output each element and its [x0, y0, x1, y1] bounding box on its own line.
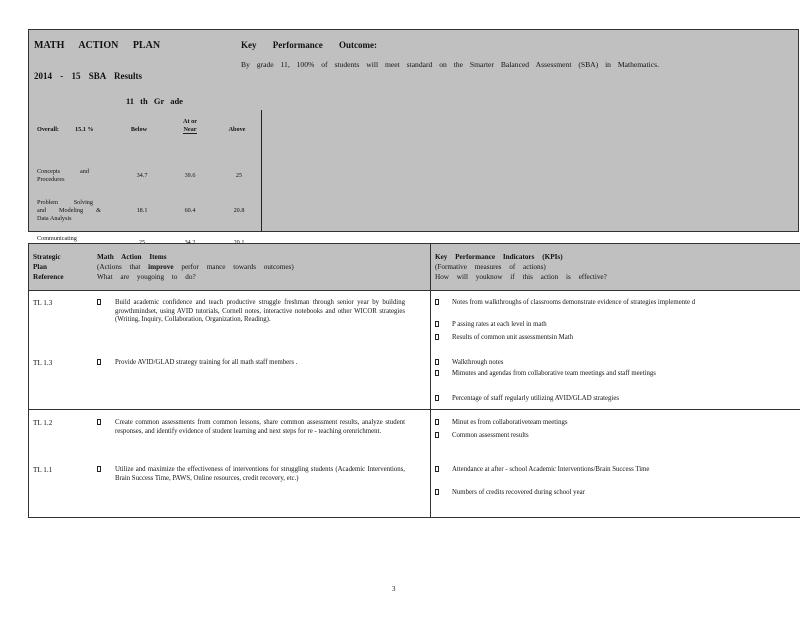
overall-label: Overall: [37, 126, 59, 133]
bullet-icon [97, 419, 103, 425]
action-items-table [28, 243, 800, 518]
kpo-text: By grade 11, 100% of students will meet standard on the Smarter Balanced Assessment (SBA) in Mathematics. [241, 60, 659, 69]
overall-value: 15.1 % [75, 126, 94, 133]
action-item: Build academic confidence and teach productive struggle freshman through senior year by building growthmindset, using AVID tutorials, Cornell notes, interactive notebooks and other WICOR strategies (Writing, Inquiry, Collaboration, Organization, Reading). [115, 299, 405, 323]
bullet-icon [435, 359, 441, 365]
bullet-icon [435, 419, 441, 425]
action-item: Utilize and maximize the effectiveness of interventions for struggling students (Academic Interventions, Brain Success Time, PAWS, Online resources, credit recovery, etc.) [115, 466, 405, 482]
row-reference: TL 1.2 [33, 419, 53, 427]
kpi-item: Mimutes and agendas from collaborative team meetings and staff meetings [452, 370, 656, 377]
bullet-icon [435, 466, 441, 472]
plan-title: MATH ACTION PLAN [34, 40, 161, 51]
bullet-icon [435, 321, 441, 327]
bullet-icon [435, 489, 441, 495]
bullet-icon [435, 395, 441, 401]
kpi-item: Walkthrough notes [452, 359, 504, 366]
row-reference: TL 1.3 [33, 359, 53, 367]
bullet-icon [435, 370, 441, 376]
page-number: 3 [392, 585, 396, 593]
bullet-icon [97, 466, 103, 472]
kpi-item: Minut es from collaborativeteam meetings [452, 419, 568, 426]
kpi-item: Numbers of credits recovered during school year [452, 489, 585, 496]
bullet-icon [97, 299, 103, 305]
header-action-items: Math Action Items (Actions that improve perfor mance towards outcomes) What are yougoing to do? [97, 253, 294, 281]
bullet-icon [435, 334, 441, 340]
kpi-item: P assing rates at each level in math [452, 321, 547, 328]
row-divider [29, 409, 800, 410]
col-near-2: Near [183, 126, 197, 133]
grade-label: 11 th Gr ade [126, 96, 183, 106]
action-item: Provide AVID/GLAD strategy training for all math staff members . [115, 359, 298, 366]
col-near-1: At or [183, 118, 197, 125]
outcome-panel [28, 29, 799, 242]
header-reference: Strategic Plan Reference [33, 253, 64, 281]
kpi-item: Common assessment results [452, 432, 529, 439]
row-reference: TL 1.3 [33, 299, 53, 307]
bullet-icon [435, 432, 441, 438]
sba-header-row [37, 118, 257, 148]
col-above: Above [228, 126, 246, 133]
plan-subtitle: 2014 - 15 SBA Results [34, 71, 143, 81]
action-item: Create common assessments from common lessons, share common assessment results, analyze student responses, and identify evidence of student learning and next steps for re - teaching orenrichment. [115, 419, 405, 435]
kpi-item: Attendance at after - school Academic Interventions/Brain Success Time [452, 466, 650, 473]
bullet-icon [435, 299, 441, 305]
column-divider [430, 244, 431, 517]
kpi-item: Notes from walkthroughs of classrooms demonstrate evidence of strategies implemente d [452, 299, 696, 306]
sba-results-table: Overall: 15.1 % Below At or Near Above Concepts and Procedures 34.7 39.6 25 Problem Solving and Modeling & Data Analysis 18.1 60.4 20.8 Communicating [31, 110, 262, 232]
kpi-item: Percentage of staff regularly utilizing AVID/GLAD strategies [452, 395, 619, 402]
kpi-item: Results of common unit assessmentsin Math [452, 334, 574, 341]
kpo-heading: Key Performance Outcome: [241, 40, 377, 50]
bullet-icon [97, 359, 103, 365]
header-kpis: Key Performance Indicators (KPIs) (Formative measures of actions) How will youknow if this action is effective? [435, 253, 607, 281]
table-header [29, 244, 800, 291]
row-reference: TL 1.1 [33, 466, 53, 474]
col-below: Below [130, 126, 148, 133]
